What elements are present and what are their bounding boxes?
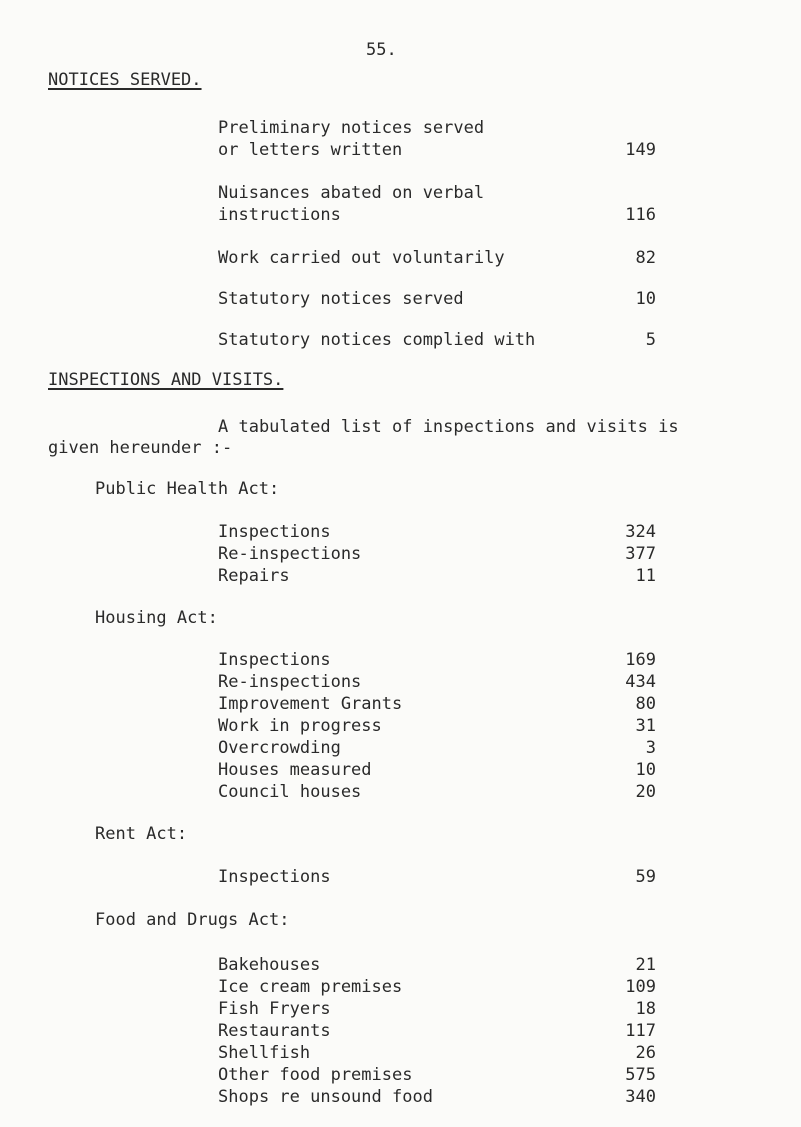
- notice-value: 149: [625, 140, 656, 160]
- row-label: Council houses: [218, 782, 362, 802]
- row-label: Inspections: [218, 522, 331, 542]
- row-label: Improvement Grants: [218, 694, 403, 714]
- row-label: Shops re unsound food: [218, 1087, 433, 1107]
- row-value: 10: [635, 760, 656, 780]
- page-number: 55.: [366, 40, 397, 60]
- row-value: 377: [625, 544, 656, 564]
- row-value: 26: [635, 1043, 656, 1063]
- notice-label-line: or letters written: [218, 140, 403, 160]
- row-value: 18: [635, 999, 656, 1019]
- row-label: Bakehouses: [218, 955, 321, 975]
- row-value: 434: [625, 672, 656, 692]
- notice-label: Statutory notices complied with: [218, 330, 536, 350]
- row-label: Inspections: [218, 867, 331, 887]
- row-label: Houses measured: [218, 760, 372, 780]
- row-label: Fish Fryers: [218, 999, 331, 1019]
- section-title: Rent Act:: [95, 824, 188, 844]
- row-value: 21: [635, 955, 656, 975]
- row-value: 324: [625, 522, 656, 542]
- row-value: 11: [635, 566, 656, 586]
- section-title: Housing Act:: [95, 608, 218, 628]
- row-label: Work in progress: [218, 716, 382, 736]
- row-value: 80: [635, 694, 656, 714]
- row-value: 3: [645, 738, 656, 758]
- row-label: Re-inspections: [218, 544, 362, 564]
- notice-value: 10: [635, 289, 656, 309]
- notice-value: 116: [625, 205, 656, 225]
- intro-text: given hereunder :-: [48, 438, 233, 458]
- row-value: 575: [625, 1065, 656, 1085]
- notice-label: Work carried out voluntarily: [218, 248, 505, 268]
- row-value: 117: [625, 1021, 656, 1041]
- inspections-heading: INSPECTIONS AND VISITS.: [48, 370, 284, 390]
- row-label: Overcrowding: [218, 738, 341, 758]
- row-label: Restaurants: [218, 1021, 331, 1041]
- section-title: Food and Drugs Act:: [95, 910, 290, 930]
- notice-value: 82: [635, 248, 656, 268]
- notice-label-line: instructions: [218, 205, 341, 225]
- row-label: Shellfish: [218, 1043, 311, 1063]
- notice-value: 5: [645, 330, 656, 350]
- row-label: Other food premises: [218, 1065, 413, 1085]
- row-label: Re-inspections: [218, 672, 362, 692]
- notice-label: Statutory notices served: [218, 289, 464, 309]
- notice-label-line: Nuisances abated on verbal: [218, 183, 485, 203]
- notice-label-line: Preliminary notices served: [218, 118, 485, 138]
- row-value: 20: [635, 782, 656, 802]
- notices-heading: NOTICES SERVED.: [48, 70, 202, 90]
- row-value: 340: [625, 1087, 656, 1107]
- row-value: 109: [625, 977, 656, 997]
- row-label: Ice cream premises: [218, 977, 403, 997]
- section-title: Public Health Act:: [95, 479, 280, 499]
- intro-text: A tabulated list of inspections and visits is: [218, 417, 679, 437]
- row-value: 31: [635, 716, 656, 736]
- row-value: 169: [625, 650, 656, 670]
- row-value: 59: [635, 867, 656, 887]
- row-label: Inspections: [218, 650, 331, 670]
- row-label: Repairs: [218, 566, 290, 586]
